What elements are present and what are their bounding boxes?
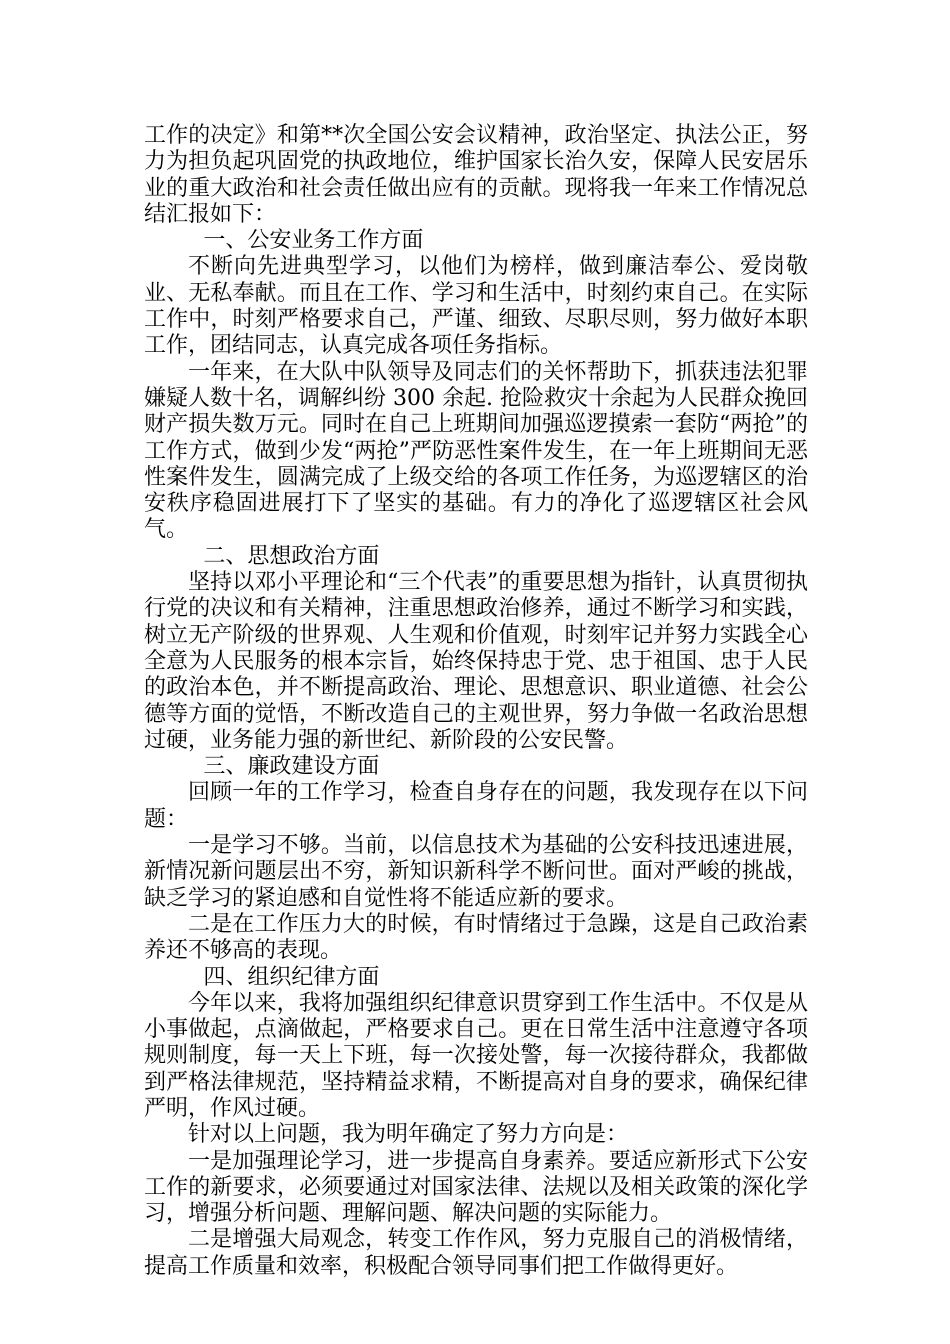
paragraph: 二是在工作压力大的时候，有时情绪过于急躁，这是自己政治素养还不够高的表现。 <box>144 911 808 964</box>
paragraph: 一年来，在大队中队领导及同志们的关怀帮助下，抓获违法犯罪嫌疑人数十名，调解纠纷 300 余起. 抢险救灾十余起为人民群众挽回财产损失数万元。同时在自己上班期间加强巡逻摸索一套防“两抢”的工作方式，做到少发“两抢”严防恶性案件发生，在一年上班期间无恶性案件发生，圆满完成了上级交给的各项工作任务，为巡逻辖区的治安秩序稳固进展打下了坚实的基础。有力的净化了巡逻辖区社会风气。 <box>144 359 808 543</box>
section-heading-integrity: 三、廉政建设方面 <box>203 754 380 780</box>
paragraph: 不断向先进典型学习，以他们为榜样，做到廉洁奉公、爱岗敬业、无私奉献。而且在工作、学习和生活中，时刻约束自己。在实际工作中，时刻严格要求自己，严谨、细致、尽职尽则，努力做好本职工作，团结同志，认真完成各项任务指标。 <box>144 254 808 359</box>
paragraph: 一是加强理论学习，进一步提高自身素养。要适应新形式下公安工作的新要求，必须要通过对国家法律、法规以及相关政策的深化学习，增强分析问题、理解问题、解决问题的实际能力。 <box>144 1148 808 1227</box>
paragraph: 一是学习不够。当前，以信息技术为基础的公安科技迅速进展，新情况新问题层出不穷，新知识新科学不断问世。面对严峻的挑战，缺乏学习的紧迫感和自觉性将不能适应新的要求。 <box>144 833 808 911</box>
paragraph: 针对以上问题，我为明年确定了努力方向是： <box>188 1122 629 1148</box>
paragraph: 坚持以邓小平理论和“三个代表”的重要思想为指针，认真贯彻执行党的决议和有关精神，注重思想政治修养，通过不断学习和实践，树立无产阶级的世界观、人生观和价值观，时刻牢记并努力实践全心全意为人民服务的根本宗旨，始终保持忠于党、忠于祖国、忠于人民的政治本色，并不断提高政治、理论、思想意识、职业道德、社会公德等方面的觉悟，不断改造自己的主观世界，努力争做一名政治思想过硬，业务能力强的新世纪、新阶段的公安民警。 <box>144 570 808 753</box>
paragraph: 二是增强大局观念，转变工作作风，努力克服自己的消极情绪，提高工作质量和效率，积极配合领导同事们把工作做得更好。 <box>144 1227 808 1279</box>
section-heading-discipline: 四、组织纪律方面 <box>203 964 380 990</box>
section-heading-business: 一、公安业务工作方面 <box>203 228 424 254</box>
document-body <box>144 123 808 1280</box>
paragraph: 回顾一年的工作学习，检查自身存在的问题，我发现存在以下问题： <box>144 780 808 832</box>
section-heading-politics: 二、思想政治方面 <box>203 543 380 569</box>
intro-paragraph: 工作的决定》和第**次全国公安会议精神，政治坚定、执法公正，努力为担负起巩固党的执政地位，维护国家长治久安，保障人民安居乐业的重大政治和社会责任做出应有的贡献。现将我一年来工作情况总结汇报如下： <box>144 123 808 227</box>
paragraph: 今年以来，我将加强组织纪律意识贯穿到工作生活中。不仅是从小事做起，点滴做起，严格要求自己。更在日常生活中注意遵守各项规则制度，每一天上下班，每一次接处警，每一次接待群众，我都做到严格法律规范，坚持精益求精，不断提高对自身的要求，确保纪律严明，作风过硬。 <box>144 990 808 1121</box>
